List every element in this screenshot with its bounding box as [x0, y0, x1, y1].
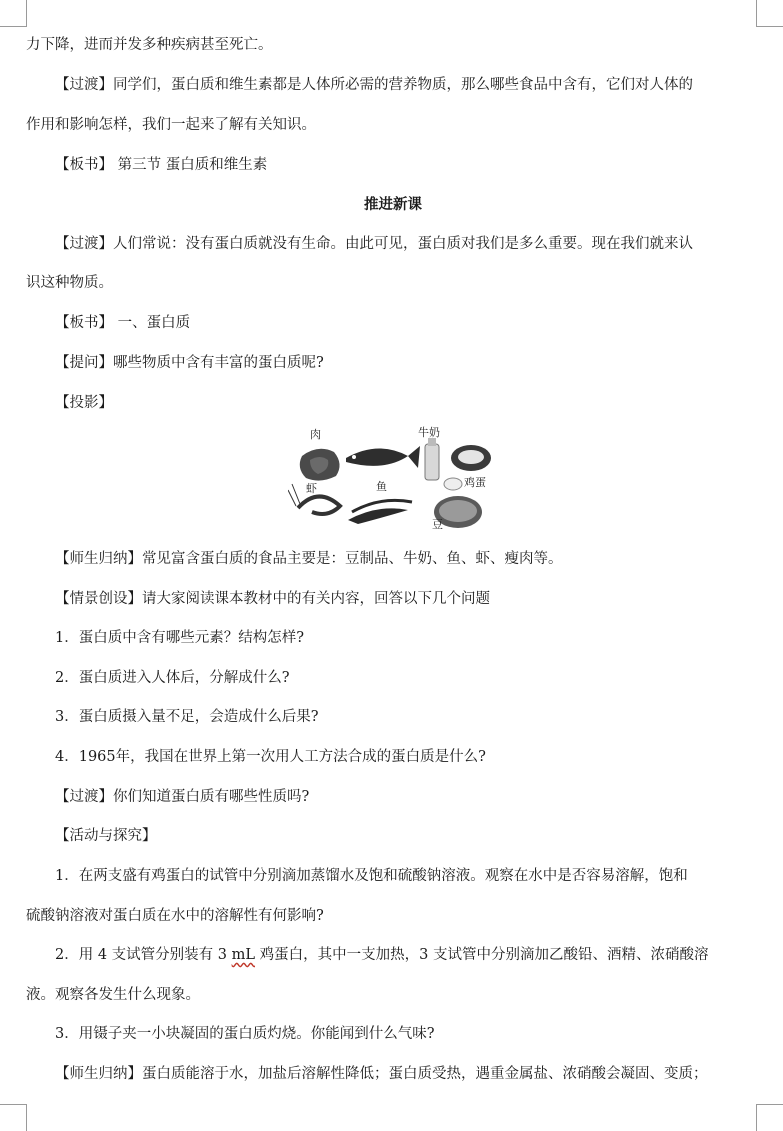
summary-line: 【师生归纳】常见富含蛋白质的食品主要是：豆制品、牛奶、鱼、虾、瘦肉等。: [55, 551, 563, 567]
projection-label: 【投影】: [55, 395, 113, 411]
egg-image: [444, 478, 462, 490]
blackboard-heading: 【板书】 第三节 蛋白质和维生素: [55, 157, 268, 173]
label-milk: 牛奶: [418, 426, 440, 439]
eel-image: [348, 500, 412, 524]
question-item: 4．1965年，我国在世界上第一次用人工方法合成的蛋白质是什么?: [55, 749, 486, 765]
activity-item: 3．用镊子夹一小块凝固的蛋白质灼烧。你能闻到什么气味?: [55, 1026, 435, 1042]
text-run: 2．用 4 支试管分别装有 3: [55, 947, 232, 963]
bowl-image: [451, 445, 491, 471]
paragraph-line: 液。观察各发生什么现象。: [26, 987, 200, 1003]
scenario-line: 【情景创设】请大家阅读课本教材中的有关内容，回答以下几个问题: [55, 591, 490, 607]
paragraph-line: 硫酸钠溶液对蛋白质在水中的溶解性有何影响?: [26, 908, 324, 924]
page-corner-mark: [756, 1104, 783, 1131]
paragraph-line: 【过渡】你们知道蛋白质有哪些性质吗?: [55, 789, 310, 805]
summary-line: 【师生归纳】蛋白质能溶于水，加盐后溶解性降低；蛋白质受热，遇重金属盐、浓硝酸会凝固、变质；: [55, 1066, 708, 1082]
label-bean: 豆: [432, 518, 443, 531]
section-title: 推进新课: [364, 196, 422, 213]
page-corner-mark: [0, 1104, 27, 1131]
paragraph-line: 识这种物质。: [26, 275, 113, 291]
blackboard-heading: 【板书】 一、蛋白质: [55, 315, 191, 331]
page-corner-mark: [756, 0, 783, 27]
question-item: 2．蛋白质进入人体后，分解成什么?: [55, 670, 290, 686]
protein-foods-figure: [288, 424, 498, 534]
activity-item: 1．在两支盛有鸡蛋白的试管中分别滴加蒸馏水及饱和硫酸钠溶液。观察在水中是否容易溶解，饱和: [55, 868, 688, 884]
milk-bottle-image: [425, 438, 439, 480]
activity-item: [55, 945, 738, 965]
question-line: 【提问】哪些物质中含有丰富的蛋白质呢?: [55, 355, 324, 371]
paragraph-line: 作用和影响怎样，我们一起来了解有关知识。: [26, 117, 316, 133]
label-egg: 鸡蛋: [464, 476, 486, 489]
paragraph-line: 【过渡】同学们，蛋白质和维生素都是人体所必需的营养物质，那么哪些食品中含有，它们对人体的: [55, 77, 693, 93]
fish-image: [346, 446, 420, 468]
unit-ml: mL: [231, 947, 256, 963]
label-fish: 鱼: [376, 480, 387, 493]
activity-heading: 【活动与探究】: [55, 828, 157, 844]
label-shrimp: 虾: [306, 482, 317, 495]
question-item: 1．蛋白质中含有哪些元素？结构怎样?: [55, 630, 304, 646]
label-meat: 肉: [310, 428, 321, 441]
question-item: 3．蛋白质摄入量不足，会造成什么后果?: [55, 709, 319, 725]
paragraph-line: 力下降，进而并发多种疾病甚至死亡。: [26, 37, 273, 53]
page-corner-mark: [0, 0, 27, 27]
paragraph-line: 【过渡】人们常说：没有蛋白质就没有生命。由此可见，蛋白质对我们是多么重要。现在我们就来认: [55, 236, 693, 252]
meat-image: [300, 449, 340, 481]
text-run: 鸡蛋白，其中一支加热，3 支试管中分别滴加乙酸铅、酒精、浓硝酸溶: [255, 947, 709, 963]
